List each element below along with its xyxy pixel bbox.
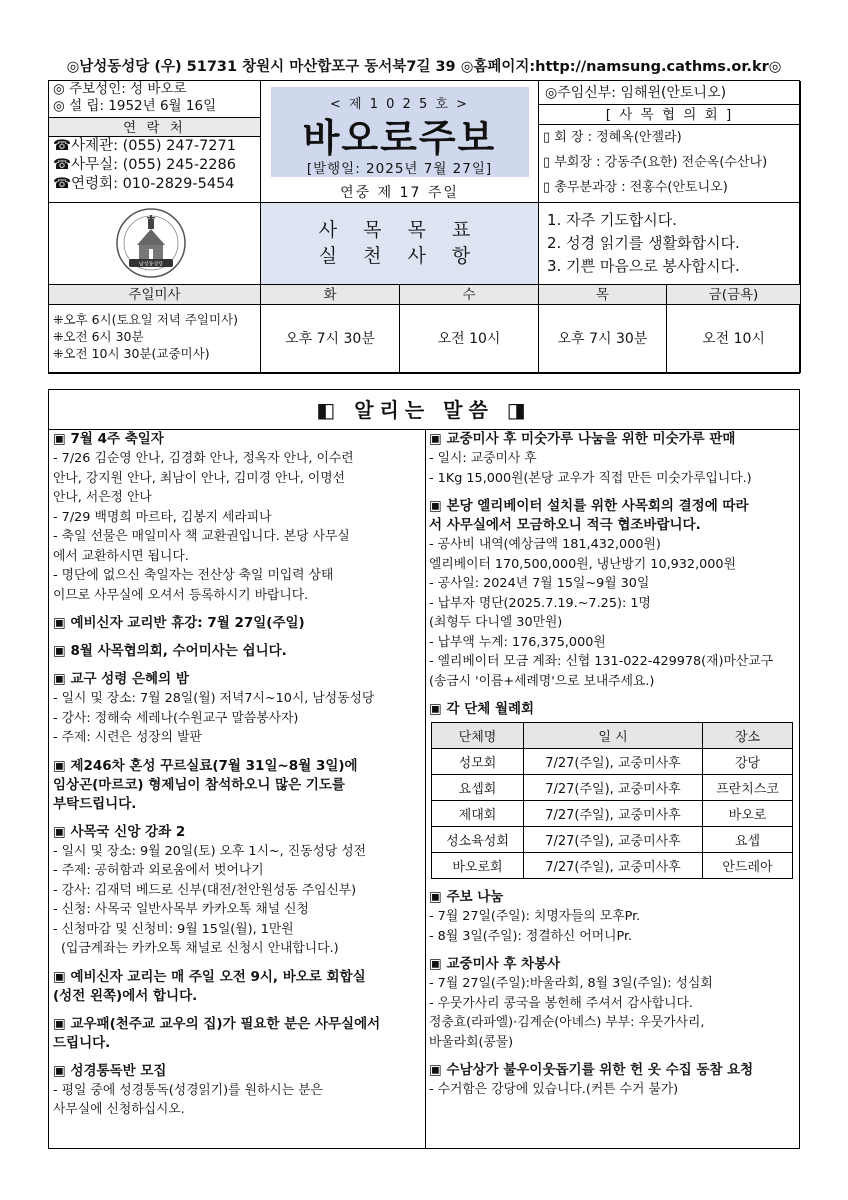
announcement-text: - 7월 27일(주일):바울라회, 8월 3일(주일): 성심회 [429, 976, 713, 991]
announcement-text: - 엘리베이터 모금 계좌: 신협 131-022-429978(재)마산교구 [429, 654, 773, 669]
announcement-text: - 강사: 김재덕 베드로 신부(대전/천안원성동 주임신부) [53, 882, 357, 898]
announcement-text: (입금계좌는 카카오톡 채널로 신청시 안내합니다.) [61, 941, 339, 956]
announcement-heading: 서 사무실에서 모금하오니 적극 협조바랍니다. [429, 517, 701, 533]
announcement-heading: ▣ 사목국 신앙 강좌 2 [53, 823, 186, 840]
spacer [53, 1053, 421, 1062]
mass-time-fri: 오전 10시 [667, 305, 801, 373]
announcement-heading: ▣ 8월 사목협의회, 수어미사는 쉽니다. [53, 643, 287, 659]
unit-place: 프란치스코 [703, 775, 793, 801]
mass-header-sunday: 주일미사 [49, 285, 261, 305]
council-president: ▯ 회 장 : 정혜옥(안젤라) [543, 130, 682, 145]
mass-header-wed: 수 [400, 285, 539, 305]
announcement-text: - 수거함은 강당에 있습니다.(커튼 수거 불가) [429, 1082, 679, 1097]
table-row [432, 853, 793, 879]
table-row [432, 775, 793, 801]
announcement-text: - 일시 및 장소: 9월 20일(토) 오후 1시~, 진동성당 성전 [53, 843, 367, 859]
spacer [53, 605, 421, 614]
announcements-left-column [53, 430, 421, 1120]
announcement-text: (최형두 다니엘 30만원) [429, 615, 563, 630]
spacer [429, 1052, 797, 1061]
contact-title: 연 락 처 [49, 117, 260, 137]
announcement-heading: ▣ 교구 성령 은혜의 밤 [53, 671, 189, 687]
announcement-heading: ▣ 예비신자 교리반 휴강: 7월 27일(주일) [53, 615, 305, 631]
logo-cell [49, 203, 261, 285]
announcement-text: 에서 교환하시면 됩니다. [53, 548, 189, 564]
founded-date: ◎ 설 립: 1952년 6월 16일 [53, 98, 217, 114]
phone-office: ☎사무실: (055) 245-2286 [53, 157, 236, 173]
parish-info [49, 81, 261, 203]
announcement-heading: 임상곤(마르코) 형제님이 참석하오니 많은 기도를 [53, 776, 345, 793]
spacer [429, 946, 797, 955]
announcement-text: - 공사일: 2024년 7월 15일~9월 30일 [429, 576, 650, 591]
announcement-text: - 일시 및 장소: 7월 28일(월) 저녁7시~10시, 남성동성당 [53, 691, 375, 706]
council-vice-president: ▯ 부회장 : 강동주(요한) 전순옥(수산나) [543, 155, 768, 170]
council-title: [ 사 목 협 의 회 ] [539, 105, 800, 125]
patron-saint: ◎ 주보성인: 성 바오로 [53, 81, 187, 97]
goal-heading-1: 사 목 목 표 [318, 219, 481, 241]
spacer [53, 661, 421, 670]
spacer [53, 1006, 421, 1015]
spacer [53, 748, 421, 757]
announcement-text: - 1Kg 15,000원(본당 교우가 직접 만든 미숫가루입니다.) [429, 470, 752, 486]
goal-heading-2: 실 천 사 항 [318, 245, 481, 267]
announcement-text: 안나, 강지원 안나, 최남이 안나, 김미경 안나, 이명선 [53, 470, 345, 486]
announcement-text: - 납부액 누계: 176,375,000원 [429, 634, 606, 650]
sunday-mass-3: ⁜오전 10시 30분(교중미사) [53, 346, 210, 361]
mass-time-sunday [49, 305, 261, 373]
announcement-text: 바울라회(콩물) [429, 1034, 514, 1050]
announcements-title: ◧ 알리는 말씀 ◨ [49, 390, 799, 430]
announcement-text: 이므로 사무실에 오셔서 등록하시기 바랍니다. [53, 587, 309, 603]
liturgical-week: 연중 제 17 주일 [340, 185, 459, 201]
mass-time-tue: 오후 7시 30분 [261, 305, 400, 373]
masthead [261, 81, 539, 203]
logo-text: 남성동성당 [138, 261, 164, 268]
unit-date: 7/27(주일), 교중미사후 [524, 801, 703, 827]
announcement-heading: ▣ 교중미사 후 차봉사 [429, 956, 561, 972]
sunday-mass-1: ⁜오후 6시(토요일 저녁 주일미사) [53, 312, 239, 327]
spacer [429, 879, 797, 888]
announcement-heading: ▣ 주보 나눔 [429, 889, 504, 905]
unit-name: 제대회 [432, 801, 524, 827]
unit-name: 성모회 [432, 749, 524, 775]
announcement-text: - 7/29 백명희 마르타, 김봉지 세라피나 [53, 509, 272, 525]
announcement-heading: ▣ 예비신자 교리는 매 주일 오전 9시, 바오로 회합실 [53, 968, 366, 985]
pastor-name: ◎주임신부: 임해윈(안토니오) [539, 81, 800, 105]
phone-funeral: ☎연령회: 010-2829-5454 [53, 176, 235, 192]
announcement-text: - 우뭇가사리 콩국을 봉헌해 주셔서 감사합니다. [429, 995, 693, 1011]
announcement-text: - 8월 3일(주일): 정결하신 어머니Pr. [429, 928, 633, 944]
unit-name: 성소육성회 [432, 827, 524, 853]
announcement-heading: 드립니다. [53, 1034, 111, 1051]
unit-col-date: 일 시 [524, 723, 703, 749]
table-row [432, 749, 793, 775]
announcement-text: - 7월 27일(주일): 치명자들의 모후Pr. [429, 909, 641, 924]
announcement-text: - 평일 중에 성경통독(성경읽기)를 원하시는 분은 [53, 1082, 323, 1098]
issue-number: < 제 1 0 2 5 호 > [330, 97, 469, 112]
announcement-text: 정충효(라파엘)·김계순(아녜스) 부부: 우뭇가사리, [429, 1015, 705, 1030]
announcement-text: - 납부자 명단(2025.7.19.~7.25): 1명 [429, 595, 651, 611]
spacer [53, 814, 421, 823]
announcement-text: - 7/26 김순영 안나, 김경화 안나, 정옥자 안나, 이수련 [53, 451, 354, 466]
spacer [53, 959, 421, 968]
announcement-heading: ▣ 본당 엘리베이터 설치를 위한 사목회의 결정에 따라 [429, 498, 749, 514]
announcement-heading: ▣ 교중미사 후 미숫가루 나눔을 위한 미숫가루 판매 [429, 431, 736, 447]
pastoral-council [539, 81, 801, 203]
announcement-heading: ▣ 각 단체 월례회 [429, 701, 535, 717]
sunday-mass-2: ⁜오전 6시 30분 [53, 329, 144, 344]
announcement-text: - 주제: 시련은 성장의 발판 [53, 730, 202, 745]
mass-time-wed: 오전 10시 [400, 305, 539, 373]
phone-rectory: ☎사제관: (055) 247-7271 [53, 138, 236, 154]
table-row [432, 827, 793, 853]
right-top-block [429, 430, 797, 719]
council-general-affairs: ▯ 총무분과장 : 전홍수(안토니오) [543, 180, 728, 195]
unit-col-place: 장소 [703, 723, 793, 749]
pastoral-goals [539, 203, 801, 285]
announcement-text: - 신청마감 및 신청비: 9월 15일(월), 1만원 [53, 921, 294, 937]
announcements-box [48, 389, 800, 1149]
unit-date: 7/27(주일), 교중미사후 [524, 853, 703, 879]
announcement-text: - 명단에 없으신 축일자는 전산상 축일 미입력 상태 [53, 568, 334, 583]
column-divider [425, 430, 426, 1148]
publish-date: [발행일: 2025년 7월 27일] [306, 161, 493, 177]
announcement-heading: (성전 왼쪽)에서 합니다. [53, 987, 198, 1004]
mass-header-tue: 화 [261, 285, 400, 305]
pastoral-goal-cell [261, 203, 539, 285]
unit-date: 7/27(주일), 교중미사후 [524, 827, 703, 853]
spacer [429, 488, 797, 497]
announcement-text: - 신청: 사목국 일반사목부 카카오톡 채널 신청 [53, 902, 309, 917]
announcement-heading: ▣ 제246차 혼성 꾸르실료(7월 31일~8월 3일)에 [53, 757, 358, 774]
mass-header-thu: 목 [539, 285, 667, 305]
table-row [432, 801, 793, 827]
unit-date: 7/27(주일), 교중미사후 [524, 749, 703, 775]
announcement-heading: ▣ 교우패(천주교 교우의 집)가 필요한 분은 사무실에서 [53, 1015, 381, 1032]
goal-item: 3. 기쁜 마음으로 봉사합시다. [547, 257, 740, 275]
spacer [429, 691, 797, 700]
announcements-right-column [429, 430, 797, 1100]
announcement-text: - 일시: 교중미사 후 [429, 451, 537, 466]
announcement-heading: ▣ 7월 4주 축일자 [53, 431, 164, 447]
goal-item: 1. 자주 기도합시다. [547, 211, 678, 229]
right-bottom-block [429, 879, 797, 1100]
announcement-heading: 부탁드립니다. [53, 795, 137, 812]
announcement-text: - 주제: 공허함과 외로움에서 벗어나기 [53, 863, 264, 878]
unit-col-name: 단체명 [432, 723, 524, 749]
announcement-text: - 공사비 내역(예상금액 181,432,000원) [429, 537, 661, 552]
unit-date: 7/27(주일), 교중미사후 [524, 775, 703, 801]
announcement-text: - 축일 선물은 매일미사 책 교환권입니다. 본당 사무실 [53, 529, 350, 544]
announcement-text: 사무실에 신청하십시오. [53, 1102, 185, 1117]
announcement-heading: ▣ 성경통독반 모집 [53, 1062, 167, 1079]
unit-place: 안드레아 [703, 853, 793, 879]
announcement-text: (송금시 '이름+세례명'으로 보내주세요.) [429, 673, 655, 689]
unit-name: 바오로회 [432, 853, 524, 879]
unit-name: 요셉회 [432, 775, 524, 801]
unit-place: 바오로 [703, 801, 793, 827]
header-address-line: ◎남성동성당 (우) 51731 창원시 마산합포구 동서북7길 39 ◎홈페이지:http://namsung.cathms.or.kr◎ [66, 59, 782, 75]
parish-logo-icon [115, 207, 187, 279]
goal-item: 2. 성경 읽기를 생활화합시다. [547, 234, 740, 252]
bulletin-title: 바오로주보 [302, 116, 497, 160]
unit-place: 강당 [703, 749, 793, 775]
spacer [53, 633, 421, 642]
announcement-text: 엘리베이터 170,500,000원, 냉난방기 10,932,000원 [429, 556, 736, 572]
bulletin-header [48, 80, 800, 374]
unit-table-header [432, 723, 793, 749]
announcement-text: - 강사: 정해숙 세레나(수원교구 말씀봉사자) [53, 710, 299, 726]
mass-time-thu: 오후 7시 30분 [539, 305, 667, 373]
unit-place: 요셉 [703, 827, 793, 853]
unit-meeting-table [431, 722, 793, 879]
announcement-text: 안나, 서은정 안나 [53, 490, 152, 505]
mass-header-fri: 금(금욕) [667, 285, 801, 305]
announcement-heading: ▣ 수남상가 불우이웃돕기를 위한 헌 옷 수집 동참 요청 [429, 1062, 754, 1078]
